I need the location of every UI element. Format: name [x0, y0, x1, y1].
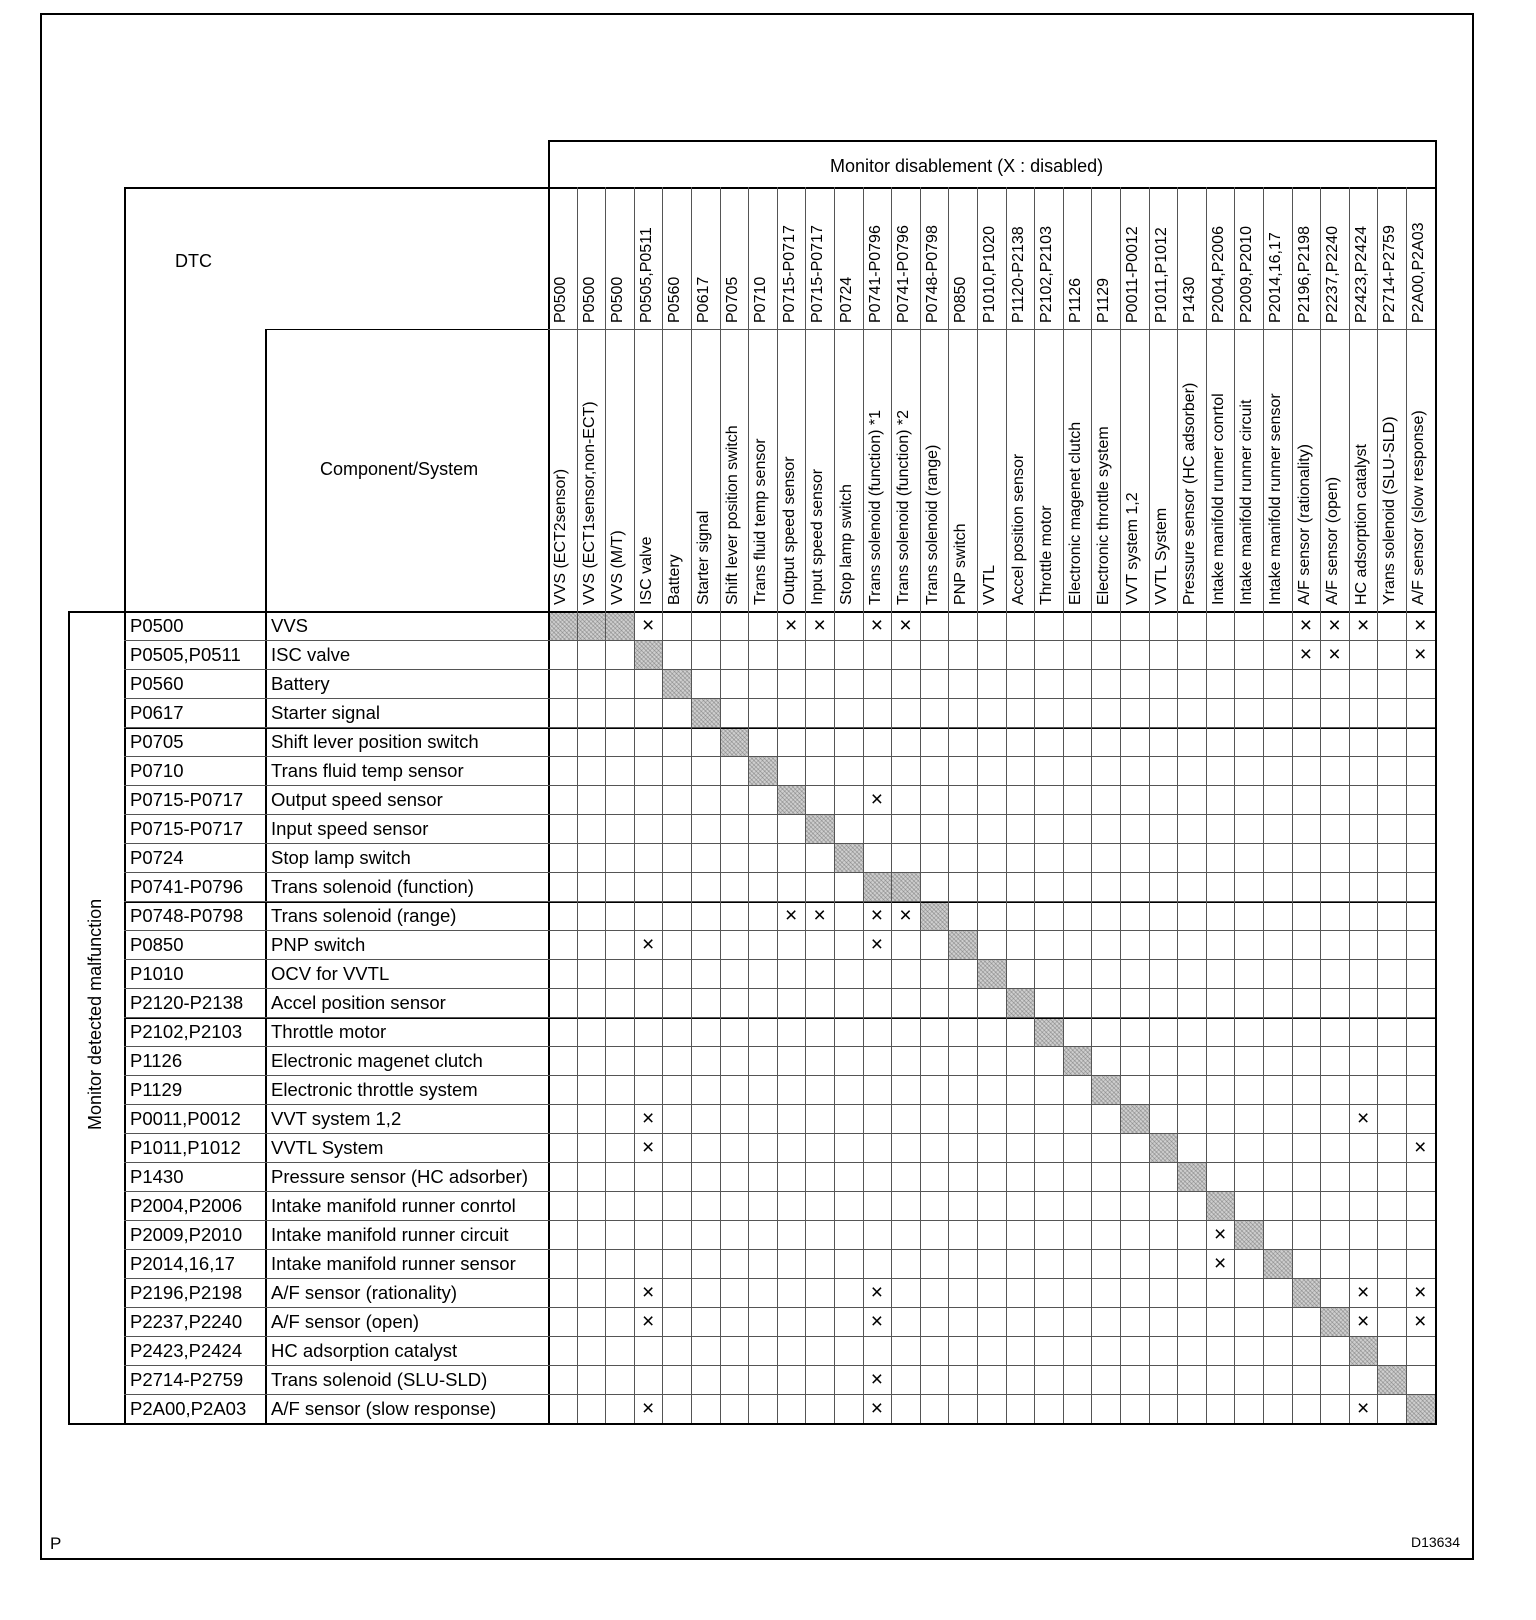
disabled-mark: × — [1213, 1223, 1227, 1246]
row-grid-line — [124, 814, 1435, 815]
column-grid-line — [1349, 187, 1350, 1423]
shaded-cell — [1149, 1133, 1178, 1162]
row-grid-line — [124, 872, 1435, 873]
column-dtc-label: P1120-P2138 — [1009, 226, 1027, 323]
disabled-mark: × — [1414, 1281, 1427, 1304]
column-grid-line — [805, 187, 806, 1423]
row-dtc: P2237,P2240 — [130, 1311, 243, 1332]
disabled-mark: × — [1328, 643, 1341, 666]
column-component-label: HC adsorption catalyst — [1352, 444, 1370, 605]
disabled-mark: × — [641, 933, 655, 956]
row-grid-line — [124, 1162, 1435, 1163]
row-dtc: P0724 — [130, 847, 184, 868]
disabled-mark: × — [899, 614, 912, 637]
shaded-cell — [1006, 988, 1035, 1017]
row-group-label: Monitor detected malfunction — [85, 898, 105, 1130]
column-dtc-label: P2102,P2103 — [1038, 226, 1056, 323]
row-dtc: P0617 — [130, 702, 184, 723]
column-component-label: Trans fluid temp sensor — [752, 438, 770, 605]
column-component-label: Yrans solenoid (SLU-SLD) — [1381, 416, 1399, 605]
column-dtc-label: P2196,P2198 — [1295, 226, 1313, 323]
disabled-mark: × — [1414, 1310, 1427, 1333]
dtc-row-divider — [548, 329, 1435, 330]
column-dtc-label: P0500 — [609, 276, 627, 323]
row-grid-line — [124, 1191, 1435, 1192]
row-component: Trans solenoid (function) — [271, 876, 474, 897]
column-grid-line — [662, 187, 663, 1423]
column-grid-line — [834, 187, 835, 1423]
row-component: A/F sensor (open) — [271, 1311, 420, 1332]
row-component: Throttle motor — [271, 1021, 387, 1042]
row-grid-line — [124, 843, 1435, 844]
row-dtc: P0500 — [130, 615, 184, 636]
disabled-mark: × — [1414, 614, 1427, 637]
row-grid-line — [124, 930, 1435, 931]
column-component-label: A/F sensor (open) — [1324, 476, 1342, 605]
shaded-cell — [777, 785, 806, 814]
column-dtc-label: P0500 — [580, 276, 598, 323]
column-dtc-label: P0710 — [752, 276, 770, 323]
dtc-header-label: DTC — [175, 251, 212, 271]
row-dtc: P0710 — [130, 760, 184, 781]
shaded-cell — [1234, 1220, 1263, 1249]
column-grid-line — [605, 187, 606, 1423]
column-dtc-label: P1430 — [1181, 276, 1199, 323]
row-component: Stop lamp switch — [271, 847, 411, 868]
row-grid-line — [124, 1336, 1435, 1337]
disabled-mark: × — [813, 614, 826, 637]
disabled-mark: × — [1356, 1281, 1370, 1304]
disabled-mark: × — [1299, 614, 1313, 637]
row-grid-line — [124, 785, 1435, 786]
row-dtc: P0705 — [130, 731, 184, 752]
column-grid-line — [691, 187, 692, 1423]
column-component-label: Input speed sensor — [809, 468, 827, 605]
column-grid-line — [1263, 187, 1264, 1423]
row-component: Input speed sensor — [271, 818, 429, 839]
column-dtc-label: P0560 — [666, 276, 684, 323]
row-grid-line — [124, 959, 1435, 960]
row-dtc: P1129 — [130, 1079, 183, 1100]
disabled-mark: × — [784, 614, 798, 637]
row-grid-line — [124, 1046, 1435, 1047]
row-component: Trans fluid temp sensor — [271, 760, 464, 781]
column-component-label: Starter signal — [695, 510, 712, 605]
column-component-label: VVT system 1,2 — [1124, 492, 1141, 605]
column-dtc-label: P2004,P2006 — [1209, 226, 1227, 323]
row-dtc: P0560 — [130, 673, 184, 694]
row-dtc: P2120-P2138 — [130, 992, 244, 1013]
row-dtc: P1010 — [130, 963, 184, 984]
column-grid-line — [1120, 187, 1121, 1423]
disabled-mark: × — [870, 1368, 884, 1391]
column-grid-line — [1292, 187, 1293, 1423]
shaded-cell — [1091, 1075, 1120, 1104]
shaded-cell — [1292, 1278, 1321, 1307]
disabled-mark: × — [1356, 1107, 1370, 1130]
column-dtc-label: P1011,P1012 — [1152, 227, 1170, 323]
shaded-cell — [605, 611, 634, 640]
shaded-cell — [634, 640, 663, 669]
row-dtc: P0011,P0012 — [130, 1108, 241, 1129]
shaded-cell — [1120, 1104, 1149, 1133]
row-grid-line — [124, 1104, 1435, 1105]
row-component: Electronic magenet clutch — [271, 1050, 483, 1071]
disabled-mark: × — [641, 614, 655, 637]
component-header-label: Component/System — [320, 459, 479, 479]
row-dtc: P2014,16,17 — [130, 1253, 235, 1274]
row-dtc: P0715-P0717 — [130, 818, 244, 839]
disabled-mark: × — [641, 1107, 655, 1130]
shaded-cell — [1377, 1365, 1406, 1394]
column-dtc-label: P2009,P2010 — [1238, 226, 1256, 323]
column-component-label: VVTL System — [1152, 507, 1170, 605]
shaded-cell — [748, 756, 777, 785]
column-grid-line — [748, 187, 749, 1423]
row-component: Trans solenoid (SLU-SLD) — [271, 1369, 488, 1390]
row-component: VVT system 1,2 — [271, 1108, 402, 1129]
column-component-label: A/F sensor (slow response) — [1410, 410, 1427, 605]
column-dtc-label: P0505,P0511 — [637, 227, 655, 323]
shaded-cell — [1206, 1191, 1235, 1220]
row-dtc: P2102,P2103 — [130, 1021, 243, 1042]
disabled-mark: × — [1213, 1252, 1227, 1275]
page-corner-mark: P — [50, 1534, 62, 1553]
column-dtc-label: P2423,P2424 — [1352, 226, 1370, 323]
column-dtc-label: P2237,P2240 — [1324, 226, 1342, 323]
disabled-mark: × — [899, 904, 912, 927]
disabled-mark: × — [870, 1397, 884, 1420]
disabled-mark: × — [784, 904, 798, 927]
row-dtc: P2196,P2198 — [130, 1282, 243, 1303]
row-component: A/F sensor (slow response) — [271, 1398, 497, 1419]
row-component: OCV for VVTL — [271, 963, 390, 984]
column-component-label: Stop lamp switch — [838, 484, 855, 605]
disabled-mark: × — [813, 904, 826, 927]
row-component: Intake manifold runner conrtol — [271, 1195, 516, 1216]
row-grid-line — [124, 669, 1435, 670]
row-dtc: P1011,P1012 — [130, 1137, 241, 1158]
disabled-mark: × — [641, 1397, 655, 1420]
column-dtc-label: P0850 — [952, 276, 970, 323]
row-component: ISC valve — [271, 644, 351, 665]
column-grid-line — [891, 187, 892, 1423]
column-grid-line — [1234, 187, 1235, 1423]
shaded-cell — [691, 698, 720, 727]
column-dtc-label: P0705 — [723, 276, 741, 323]
shaded-cell — [662, 669, 691, 698]
row-component: A/F sensor (rationality) — [271, 1282, 458, 1303]
row-dtc: P0850 — [130, 934, 184, 955]
dtc-col-left-line — [124, 187, 126, 1423]
group-top-line — [68, 611, 124, 613]
shaded-cell — [1349, 1336, 1378, 1365]
row-dtc: P1430 — [130, 1166, 184, 1187]
column-component-label: Battery — [666, 554, 684, 605]
column-dtc-label: P0715-P0717 — [780, 225, 798, 323]
column-dtc-label: P2A00,P2A03 — [1410, 222, 1427, 323]
column-component-label: A/F sensor (rationality) — [1295, 444, 1313, 605]
column-dtc-label: P2014,16,17 — [1267, 232, 1284, 323]
row-dtc: P2A00,P2A03 — [130, 1398, 247, 1419]
row-component: Pressure sensor (HC adsorber) — [271, 1166, 529, 1187]
column-component-label: VVS (ECT1sensor,non-ECT) — [580, 401, 598, 605]
row-grid-line — [124, 901, 1435, 902]
row-component: Starter signal — [271, 702, 380, 723]
column-component-label: Electronic magenet clutch — [1066, 421, 1084, 605]
row-component: HC adsorption catalyst — [271, 1340, 458, 1361]
disabled-mark: × — [870, 933, 884, 956]
disabled-mark: × — [870, 1310, 884, 1333]
disabled-mark: × — [870, 904, 884, 927]
row-component: Intake manifold runner circuit — [271, 1224, 509, 1245]
column-grid-line — [1406, 187, 1407, 1423]
row-component: Intake manifold runner sensor — [271, 1253, 516, 1274]
column-dtc-label: P2714-P2759 — [1381, 225, 1399, 323]
shaded-cell — [1406, 1394, 1435, 1423]
disabled-mark: × — [870, 788, 884, 811]
column-dtc-label: P0500 — [552, 276, 569, 323]
column-dtc-label: P0741-P0796 — [866, 225, 884, 323]
row-dtc: P0715-P0717 — [130, 789, 244, 810]
row-grid-line — [124, 1394, 1435, 1395]
row-dtc: P2009,P2010 — [130, 1224, 243, 1245]
column-grid-line — [1377, 187, 1378, 1423]
row-grid-line — [124, 1278, 1435, 1279]
column-component-label: Trans solenoid (range) — [923, 444, 941, 605]
shaded-cell — [805, 814, 834, 843]
disabled-mark: × — [1414, 643, 1427, 666]
column-component-label: Throttle motor — [1038, 505, 1056, 605]
column-component-label: VVTL — [981, 564, 998, 605]
dtc-name-split-line — [265, 329, 548, 330]
column-dtc-label: P0748-P0798 — [923, 225, 941, 323]
shaded-cell — [834, 843, 863, 872]
shaded-cell — [1320, 1307, 1349, 1336]
column-dtc-label: P0011-P0012 — [1124, 226, 1141, 323]
row-dtc: P2004,P2006 — [130, 1195, 243, 1216]
shaded-cell — [863, 872, 892, 901]
disabled-mark: × — [1328, 614, 1341, 637]
row-component: VVS — [271, 615, 309, 636]
monitor-disablement-title: Monitor disablement (X : disabled) — [830, 156, 1104, 176]
shaded-cell — [891, 872, 920, 901]
disabled-mark: × — [1356, 1397, 1370, 1420]
row-dtc: P0748-P0798 — [130, 905, 244, 926]
column-grid-line — [577, 187, 578, 1423]
disabled-mark: × — [1356, 1310, 1370, 1333]
column-component-label: Accel position sensor — [1009, 453, 1027, 605]
row-grid-line — [124, 698, 1435, 699]
row-component: Output speed sensor — [271, 789, 443, 810]
column-dtc-label: P0741-P0796 — [895, 225, 913, 323]
column-dtc-label: P0715-P0717 — [809, 225, 827, 323]
row-grid-line — [124, 1307, 1435, 1308]
row-grid-line — [124, 1249, 1435, 1250]
table-right-line — [1435, 140, 1437, 1425]
disabled-mark: × — [870, 1281, 884, 1304]
header-top-line — [548, 140, 1435, 142]
row-grid-line — [124, 1075, 1435, 1076]
column-dtc-label: P1126 — [1066, 277, 1084, 323]
column-dtc-label: P0724 — [838, 276, 855, 323]
column-component-label: Trans solenoid (function) *2 — [895, 409, 913, 605]
column-component-label: Intake manifold runner circuit — [1238, 399, 1256, 605]
column-grid-line — [720, 187, 721, 1423]
column-grid-line — [634, 187, 635, 1423]
shaded-cell — [977, 959, 1006, 988]
disabled-mark: × — [1356, 614, 1370, 637]
column-dtc-label: P0617 — [695, 276, 712, 323]
column-component-label: Trans solenoid (function) *1 — [866, 409, 884, 605]
row-component: Electronic throttle system — [271, 1079, 478, 1100]
row-grid-line — [124, 727, 1435, 728]
column-dtc-label: P1010,P1020 — [981, 226, 998, 323]
row-dtc: P0741-P0796 — [130, 876, 244, 897]
shaded-cell — [548, 611, 577, 640]
shaded-cell — [948, 930, 977, 959]
row-dtc: P0505,P0511 — [130, 644, 241, 665]
row-component: PNP switch — [271, 934, 366, 955]
column-grid-line — [1177, 187, 1178, 1423]
row-component: Battery — [271, 673, 330, 694]
column-grid-line — [1063, 187, 1064, 1423]
row-component: VVTL System — [271, 1137, 384, 1158]
row-grid-line — [124, 640, 1435, 641]
shaded-cell — [577, 611, 606, 640]
column-grid-line — [977, 187, 978, 1423]
shaded-cell — [1034, 1017, 1063, 1046]
disabled-mark: × — [1414, 1136, 1427, 1159]
row-component: Accel position sensor — [271, 992, 446, 1013]
shaded-cell — [1063, 1046, 1092, 1075]
row-dtc: P1126 — [130, 1050, 183, 1071]
column-grid-line — [1149, 187, 1150, 1423]
row-component: Shift lever position switch — [271, 731, 479, 752]
row-dtc: P2714-P2759 — [130, 1369, 244, 1390]
disabled-mark: × — [641, 1136, 655, 1159]
column-grid-line — [948, 187, 949, 1423]
row-grid-line — [124, 988, 1435, 989]
row-grid-line — [124, 1133, 1435, 1134]
column-component-label: Intake manifold runner conrtol — [1209, 393, 1227, 605]
group-left-line — [68, 611, 70, 1423]
column-grid-line — [777, 187, 778, 1423]
row-grid-line — [124, 1220, 1435, 1221]
column-component-label: Intake manifold runner sensor — [1267, 393, 1284, 605]
row-grid-line — [124, 1365, 1435, 1366]
column-component-label: Output speed sensor — [780, 456, 798, 605]
figure-id: D13634 — [1410, 1534, 1460, 1550]
column-component-label: PNP switch — [952, 523, 970, 605]
header-left-line — [548, 140, 550, 1423]
row-dtc: P2423,P2424 — [130, 1340, 243, 1361]
column-grid-line — [1034, 187, 1035, 1423]
shaded-cell — [720, 727, 749, 756]
column-grid-line — [1091, 187, 1092, 1423]
column-component-label: Pressure sensor (HC adsorber) — [1181, 382, 1199, 605]
disabled-mark: × — [641, 1310, 655, 1333]
row-component: Trans solenoid (range) — [271, 905, 457, 926]
row-grid-line — [124, 1017, 1435, 1018]
disabled-mark: × — [641, 1281, 655, 1304]
column-grid-line — [920, 187, 921, 1423]
column-component-label: VVS (M/T) — [609, 530, 627, 605]
column-grid-line — [1320, 187, 1321, 1423]
disabled-mark: × — [1299, 643, 1313, 666]
column-component-label: Shift lever position switch — [723, 425, 741, 605]
header-sub-line — [124, 187, 1435, 189]
table-bottom-line — [68, 1423, 1437, 1425]
shaded-cell — [1177, 1162, 1206, 1191]
column-component-label: ISC valve — [637, 536, 655, 605]
body-top-line — [124, 611, 1435, 613]
column-component-label: VVS (ECT2sensor) — [552, 468, 569, 605]
column-grid-line — [1006, 187, 1007, 1423]
shaded-cell — [1263, 1249, 1292, 1278]
name-col-left-line — [265, 329, 267, 1423]
disabled-mark: × — [870, 614, 884, 637]
column-component-label: Electronic throttle system — [1095, 426, 1113, 605]
column-dtc-label: P1129 — [1095, 277, 1113, 323]
shaded-cell — [920, 901, 949, 930]
row-grid-line — [124, 756, 1435, 757]
